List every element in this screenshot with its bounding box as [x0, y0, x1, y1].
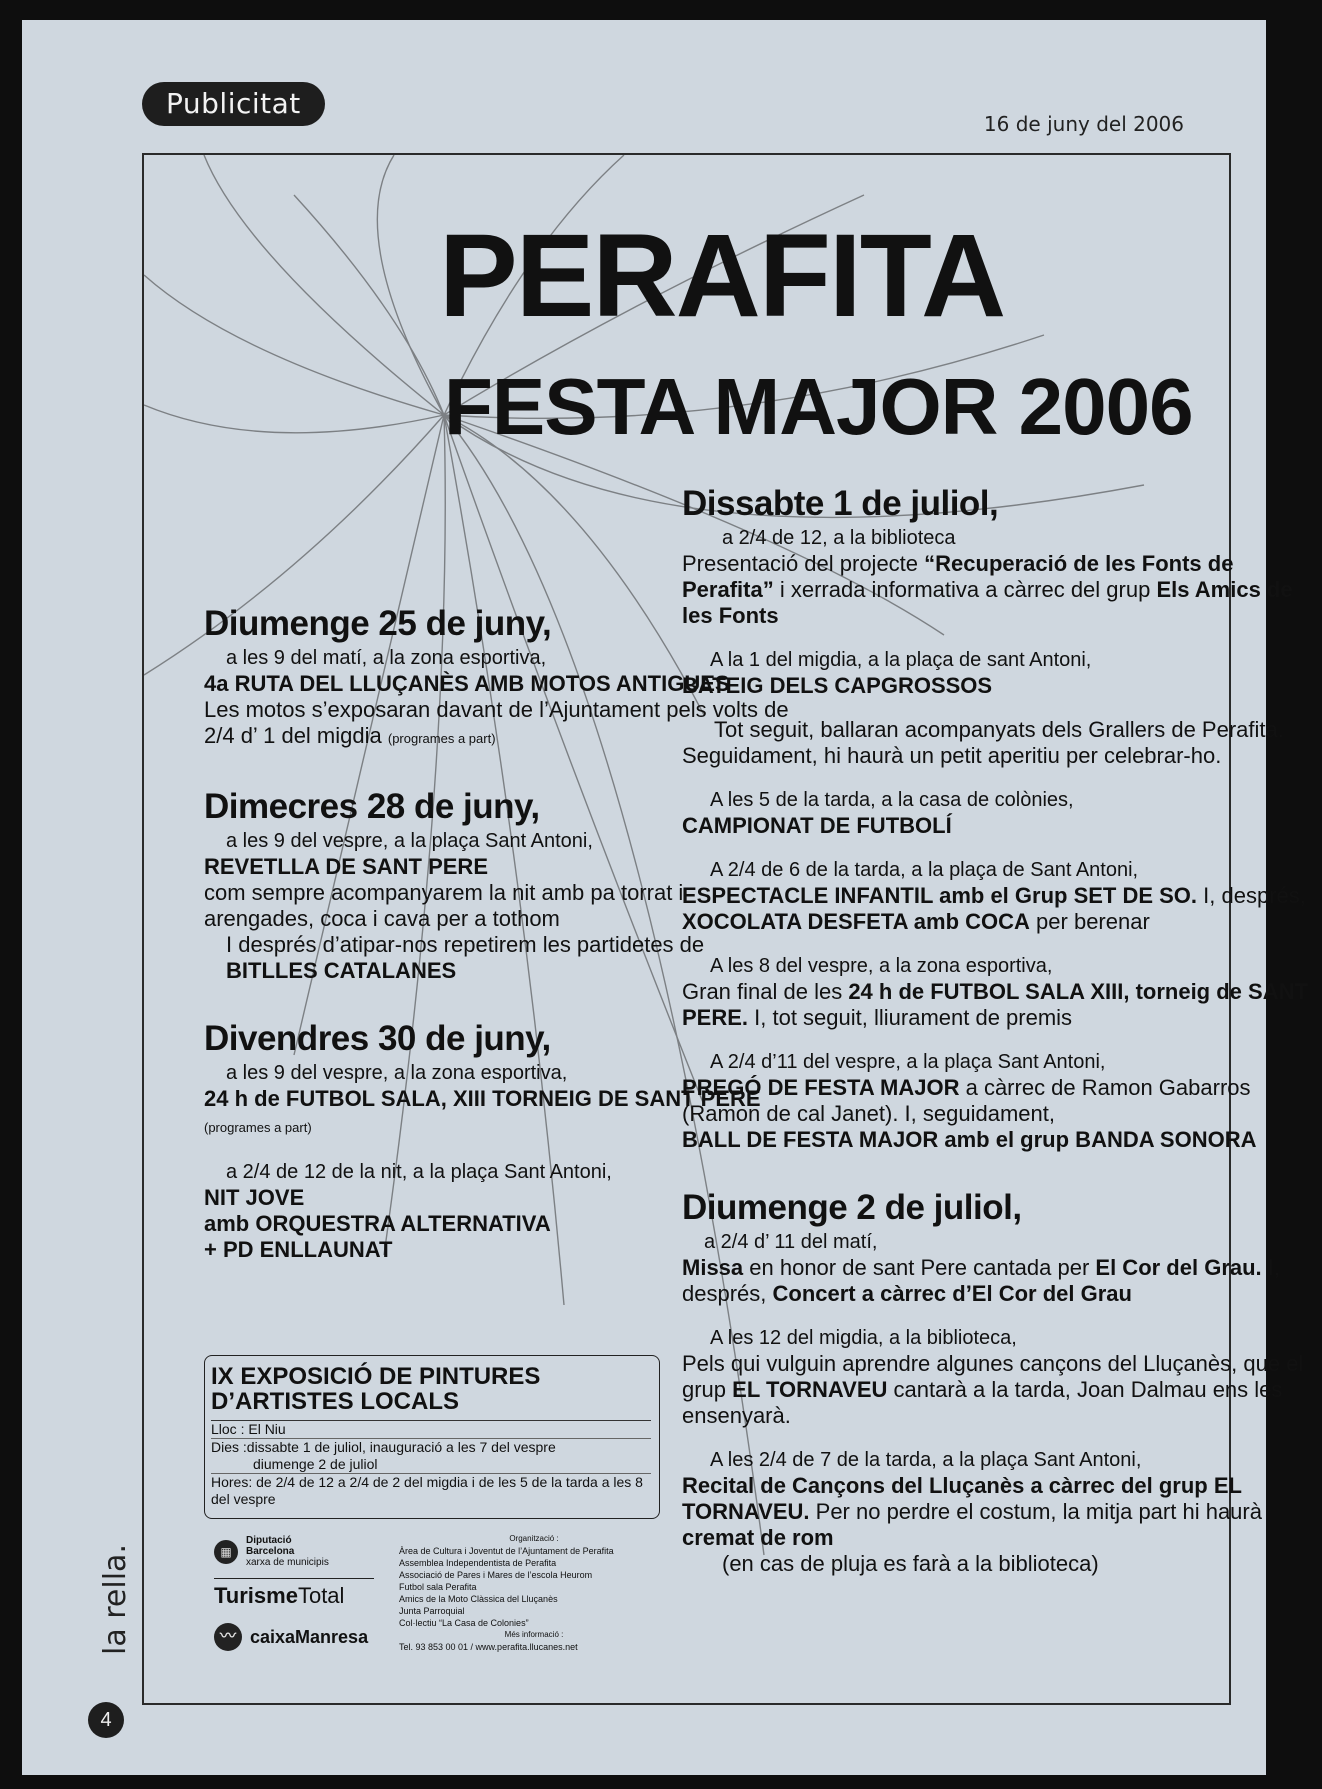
event-title: REVETLLA DE SANT PERE [204, 854, 488, 879]
event-time: A 2/4 de 6 de la tarda, a la plaça de Sant Antoni, [710, 859, 1139, 881]
section-tag: Publicitat [142, 82, 325, 126]
contact-info: Tel. 93 853 00 01 / www.perafita.llucanes.net [399, 1642, 578, 1652]
organization-heading: Organització : [509, 1534, 559, 1543]
event-time: a les 9 del vespre, a la zona esportiva, [226, 1062, 568, 1084]
event-description: i xerrada informativa a càrrec del grup [773, 577, 1157, 602]
program-right-column [682, 483, 1322, 1577]
event-title: Els Amics de les Fonts [682, 577, 1293, 628]
event-title: El Cor del Grau. [1095, 1255, 1262, 1280]
event-description: per berenar [1029, 909, 1150, 934]
exhibition-box [204, 1355, 660, 1519]
event-title: cremat de rom [682, 1525, 834, 1550]
exhibition-hours: Hores: de 2/4 de 12 a 2/4 de 2 del migdia i de les 5 de la tarda a les 8 del vespre [211, 1473, 651, 1508]
event-title: amb ORQUESTRA ALTERNATIVA [204, 1211, 551, 1236]
event-time: A la 1 del migdia, a la plaça de sant Antoni, [710, 649, 1092, 671]
organization-line: Junta Parroquial [399, 1606, 465, 1616]
event-description: I, després, [1197, 883, 1306, 908]
sponsor-name: caixaManresa [250, 1626, 369, 1647]
event-title: 4a RUTA DEL LLUÇANÈS AMB MOTOS ANTIGUES [204, 671, 730, 696]
newspaper-page [22, 20, 1308, 1775]
issue-date: 16 de juny del 2006 [983, 112, 1184, 136]
event-description: I després d’atipar-nos repetirem les partidetes de [226, 932, 705, 957]
day-heading: Diumenge 2 de juliol, [682, 1188, 1022, 1227]
event-description: Presentació del projecte [682, 551, 925, 576]
day-heading: Diumenge 25 de juny, [204, 604, 552, 643]
sponsor-subtitle: xarxa de municipis [246, 1557, 329, 1568]
event-description: Gran final de les [682, 979, 849, 1004]
event-description: Les motos s’exposaran davant de l’Ajuntament pels volts de 2/4 d’ 1 del migdia [204, 697, 789, 748]
event-time: A les 8 del vespre, a la zona esportiva, [710, 955, 1053, 977]
poster-title: PERAFITA [439, 210, 1005, 342]
event-description: cantarà a la tarda, Joan Dalmau ens les ensenyarà. [682, 1377, 1283, 1428]
day-heading: Divendres 30 de juny, [204, 1019, 551, 1058]
organization-line: Amics de la Moto Clàssica del Lluçanès [399, 1594, 558, 1604]
event-description: com sempre acompanyarem la nit amb pa torrat i arengades, coca i cava per a tothom [204, 880, 684, 931]
event-description: Per no perdre el costum, la mitja part hi haurà [809, 1499, 1262, 1524]
sponsor-logos [214, 1535, 374, 1651]
event-description: a càrrec de Ramon Gabarros [959, 1075, 1251, 1100]
event-title: BITLLES CATALANES [226, 958, 457, 983]
organization-line: Assemblea Independentista de Perafita [399, 1558, 557, 1568]
diputacio-emblem-icon: ▦ [214, 1540, 238, 1564]
event-time: a les 9 del vespre, a la plaça Sant Antoni, [226, 830, 593, 852]
event-time: A les 5 de la tarda, a la casa de colònies, [710, 789, 1074, 811]
organization-credits [399, 1533, 669, 1653]
organization-line: Associació de Pares i Mares de l’escola Heurom [399, 1570, 593, 1580]
event-description: I, tot seguit, lliurament de premis [748, 1005, 1073, 1030]
event-time: A 2/4 d’11 del vespre, a la plaça Sant Antoni, [710, 1051, 1106, 1073]
sponsor-name: Diputació [246, 1535, 292, 1546]
exhibition-dates [211, 1438, 651, 1473]
sponsor-name: Turisme [214, 1583, 298, 1608]
event-title: BATEIG DELS CAPGROSSOS [682, 673, 993, 698]
event-title: Concert a càrrec d’El Cor del Grau [772, 1281, 1132, 1306]
event-title: Missa [682, 1255, 744, 1280]
diputacio-logo [214, 1535, 374, 1568]
event-title: 24 h de FUTBOL SALA, XIII TORNEIG DE SANT PERE [204, 1086, 761, 1111]
event-title: CAMPIONAT DE FUTBOLÍ [682, 813, 952, 838]
organization-line: Futbol sala Perafita [399, 1582, 477, 1592]
event-description: Pels qui vulguin aprendre algunes cançons del Lluçanès, que el grup [682, 1351, 1304, 1402]
magazine-name: la rella. [98, 1544, 133, 1655]
exhibition-title: IX EXPOSICIÓ DE PINTURES D’ARTISTES LOCALS [211, 1364, 651, 1421]
day-heading: Dimecres 28 de juny, [204, 787, 540, 826]
event-time: a 2/4 de 12 de la nit, a la plaça Sant Antoni, [226, 1161, 612, 1183]
event-title: “Recuperació de les Fonts de Perafita” [682, 551, 1234, 602]
event-title: 24 h de FUTBOL SALA XIII, torneig de SANT PERE. [682, 979, 1308, 1030]
event-note: (en cas de pluja es farà a la biblioteca) [722, 1551, 1099, 1576]
event-time: A les 12 del migdia, a la biblioteca, [710, 1327, 1017, 1349]
event-title: PREGÓ DE FESTA MAJOR [682, 1075, 960, 1100]
caixa-wave-icon: 〰 [214, 1623, 242, 1651]
exhibition-date-2: diumenge 2 de juliol [253, 1456, 378, 1472]
event-time: a les 9 del matí, a la zona esportiva, [226, 647, 547, 669]
event-description: en honor de sant Pere cantada per [743, 1255, 1096, 1280]
event-time: A les 2/4 de 7 de la tarda, a la plaça Sant Antoni, [710, 1449, 1142, 1471]
event-note: (programes a part) [204, 1120, 312, 1135]
event-title: NIT JOVE [204, 1185, 305, 1210]
event-description: I, després, [682, 1255, 1281, 1306]
event-description: (Ramon de cal Janet). I, seguidament, [682, 1101, 1055, 1126]
organization-line: Àrea de Cultura i Joventut de l’Ajuntament de Perafita [399, 1546, 614, 1556]
exhibition-date-1: Dies :dissabte 1 de juliol, inauguració a les 7 del vespre [211, 1439, 556, 1455]
organization-line: Col·lectiu “La Casa de Colonies” [399, 1618, 529, 1628]
event-time: a 2/4 d’ 11 del matí, [704, 1231, 878, 1253]
event-title: Recital de Cançons del Lluçanès a càrrec del grup EL TORNAVEU. [682, 1473, 1242, 1524]
exhibition-place: Lloc : El Niu [211, 1421, 286, 1437]
day-heading: Dissabte 1 de juliol, [682, 484, 999, 523]
event-note: (programes a part) [387, 731, 496, 746]
event-title: EL TORNAVEU [732, 1377, 888, 1402]
event-title: XOCOLATA DESFETA amb COCA [682, 909, 1030, 934]
poster-subtitle: FESTA MAJOR 2006 [444, 362, 1193, 451]
event-title: + PD ENLLAUNAT [204, 1237, 393, 1262]
advertisement-poster [142, 153, 1308, 1705]
event-title: ESPECTACLE INFANTIL amb el Grup SET DE SO. [682, 883, 1198, 908]
event-time: a 2/4 de 12, a la biblioteca [722, 527, 956, 549]
page-number: 4 [88, 1702, 124, 1738]
turisme-total-logo [214, 1578, 374, 1609]
sponsor-name: Total [297, 1583, 345, 1608]
caixa-manresa-logo [214, 1623, 374, 1651]
more-info-heading: Més informació : [504, 1630, 564, 1639]
event-title: BALL DE FESTA MAJOR amb el grup BANDA SONORA [682, 1127, 1257, 1152]
sponsor-name: Barcelona [246, 1546, 295, 1557]
event-description: Tot seguit, ballaran acompanyats dels Grallers de Perafita. Seguidament, hi haurà un petit aperitiu per celebrar-ho. [682, 717, 1284, 768]
